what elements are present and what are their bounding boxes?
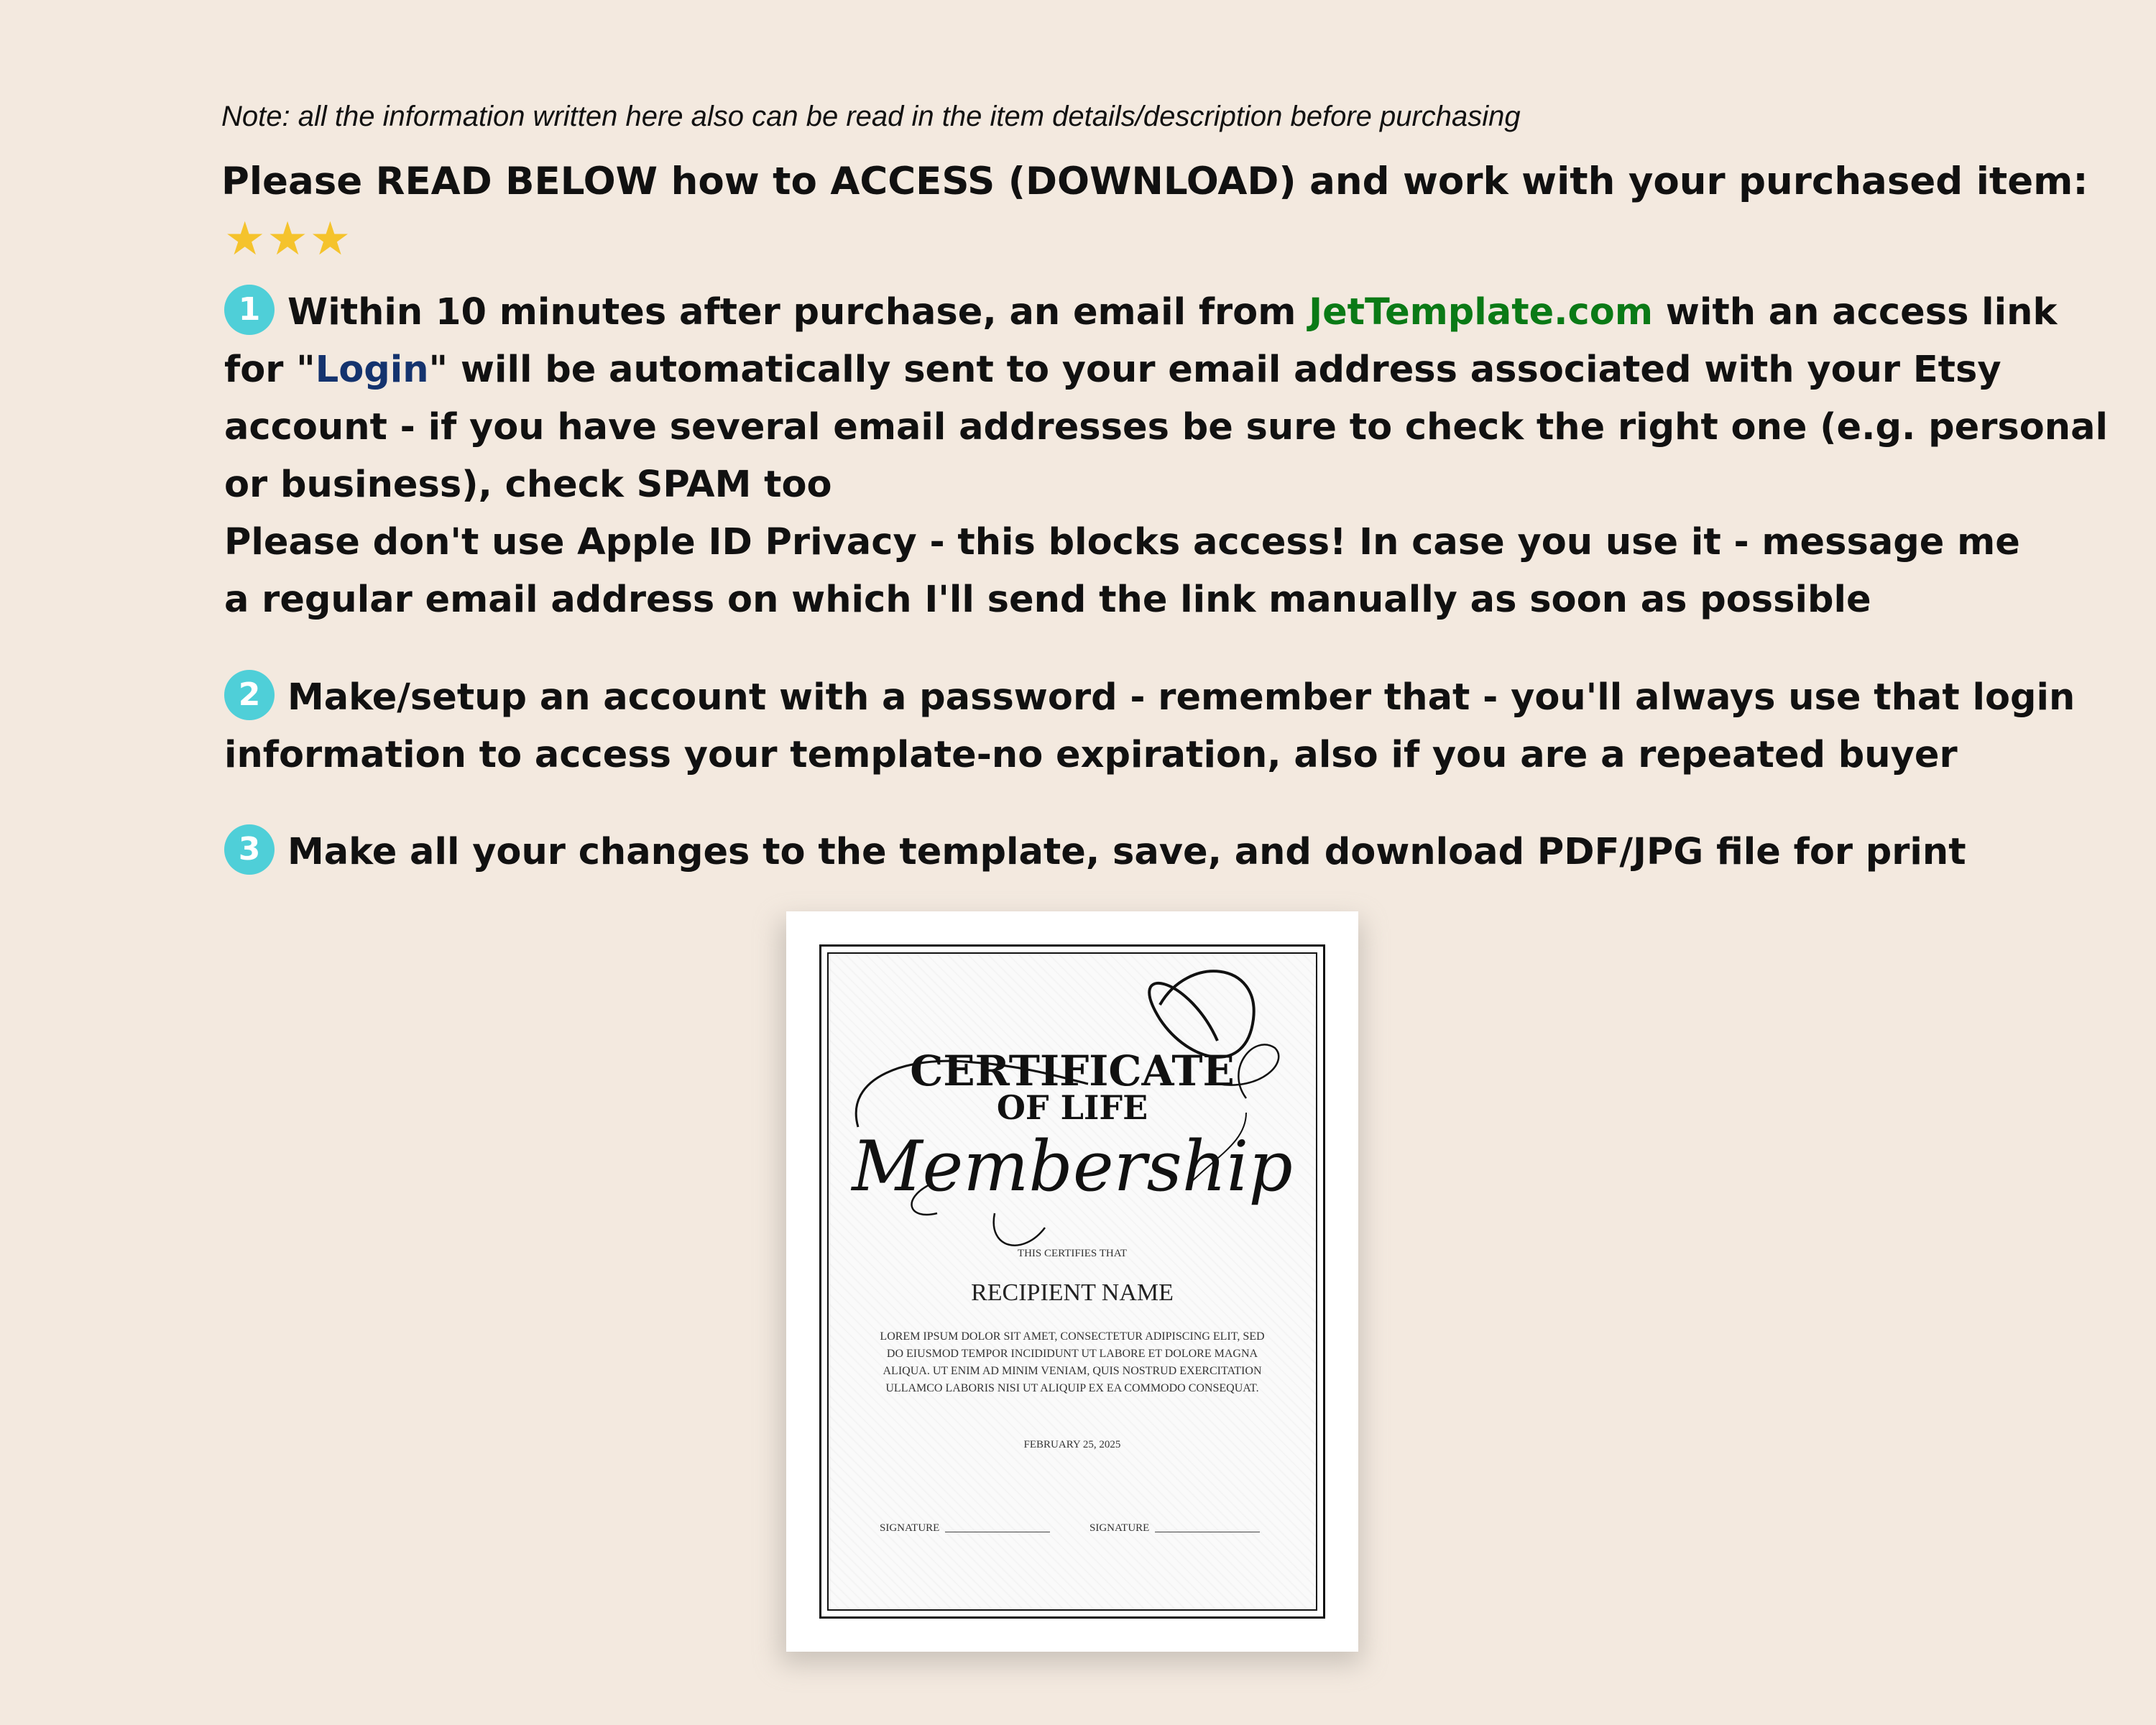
certificate-preview (786, 911, 1358, 1652)
step-2 (224, 669, 2076, 784)
purchase-note: Note: all the information written here also can be read in the item details/description before purchasing (221, 101, 1521, 132)
step-3 (224, 824, 1966, 881)
certificate-date: FEBRUARY 25, 2025 (1023, 1439, 1121, 1450)
instructions-headline: Please READ BELOW how to ACCESS (DOWNLOAD) and work with your purchased item: (221, 160, 2088, 203)
step-2-line-2: information to access your template-no expiration, also if you are a repeated buyer (224, 734, 1958, 776)
step-2-text: Make/setup an account with a password - remember that - you'll always use that login (287, 676, 2076, 719)
step-1-text: with an access link (1652, 291, 2058, 334)
certificate-script-title: Membership (852, 1126, 1293, 1207)
step-1 (224, 284, 2108, 629)
step-2-line-1 (224, 669, 2076, 727)
step-2-number-badge: 2 (224, 670, 275, 720)
step-1-text: Within 10 minutes after purchase, an email from (287, 291, 1309, 334)
step-1-line-5: Please don't use Apple ID Privacy - this blocks access! In case you use it - message me (224, 521, 2020, 564)
step-3-number-badge: 3 (224, 824, 275, 875)
signature-label: SIGNATURE (1089, 1522, 1150, 1534)
step-1-number-badge: 1 (224, 285, 275, 335)
certificate-signature-1 (880, 1522, 1050, 1535)
step-3-text: Make all your changes to the template, save, and download PDF/JPG file for print (287, 831, 1966, 873)
step-1-line-6: a regular email address on which I'll send the link manually as soon as possible (224, 579, 1871, 621)
certificate-certifies-label: THIS CERTIFIES THAT (1017, 1248, 1128, 1259)
signature-label: SIGNATURE (880, 1522, 940, 1534)
jettemplate-link[interactable]: JetTemplate.com (1309, 291, 1653, 334)
certificate-body-text: LOREM IPSUM DOLOR SIT AMET, CONSECTETUR ADIPISCING ELIT, SED DO EIUSMOD TEMPOR INCIDIDUNT UT LABORE ET DOLORE MAGNA ALIQUA. UT ENIM AD MINIM VENIAM, QUIS NOSTRUD EXERCITATION ULLAMCO LABORIS NISI UT ALIQUIP EX EA COMMODO CONSEQUAT. (880, 1330, 1265, 1394)
certificate-title: CERTIFICATE (910, 1046, 1235, 1095)
step-3-line-1 (224, 824, 1966, 881)
certificate-recipient-name: RECIPIENT NAME (971, 1279, 1174, 1306)
certificate-subtitle: OF LIFE (996, 1088, 1148, 1127)
step-1-line-2 (224, 341, 2001, 399)
certificate-signature-2 (1089, 1522, 1260, 1535)
step-1-line-3: account - if you have several email addresses be sure to check the right one (e.g. personal (224, 406, 2108, 448)
step-1-line-1 (224, 284, 2058, 341)
step-1-line-4: or business), check SPAM too (224, 464, 832, 506)
login-link[interactable]: Login (315, 349, 429, 391)
step-1-text: for " (224, 349, 315, 391)
step-1-text: " will be automatically sent to your email address associated with your Etsy (428, 349, 2001, 391)
rating-stars: ★★★ (224, 213, 353, 266)
